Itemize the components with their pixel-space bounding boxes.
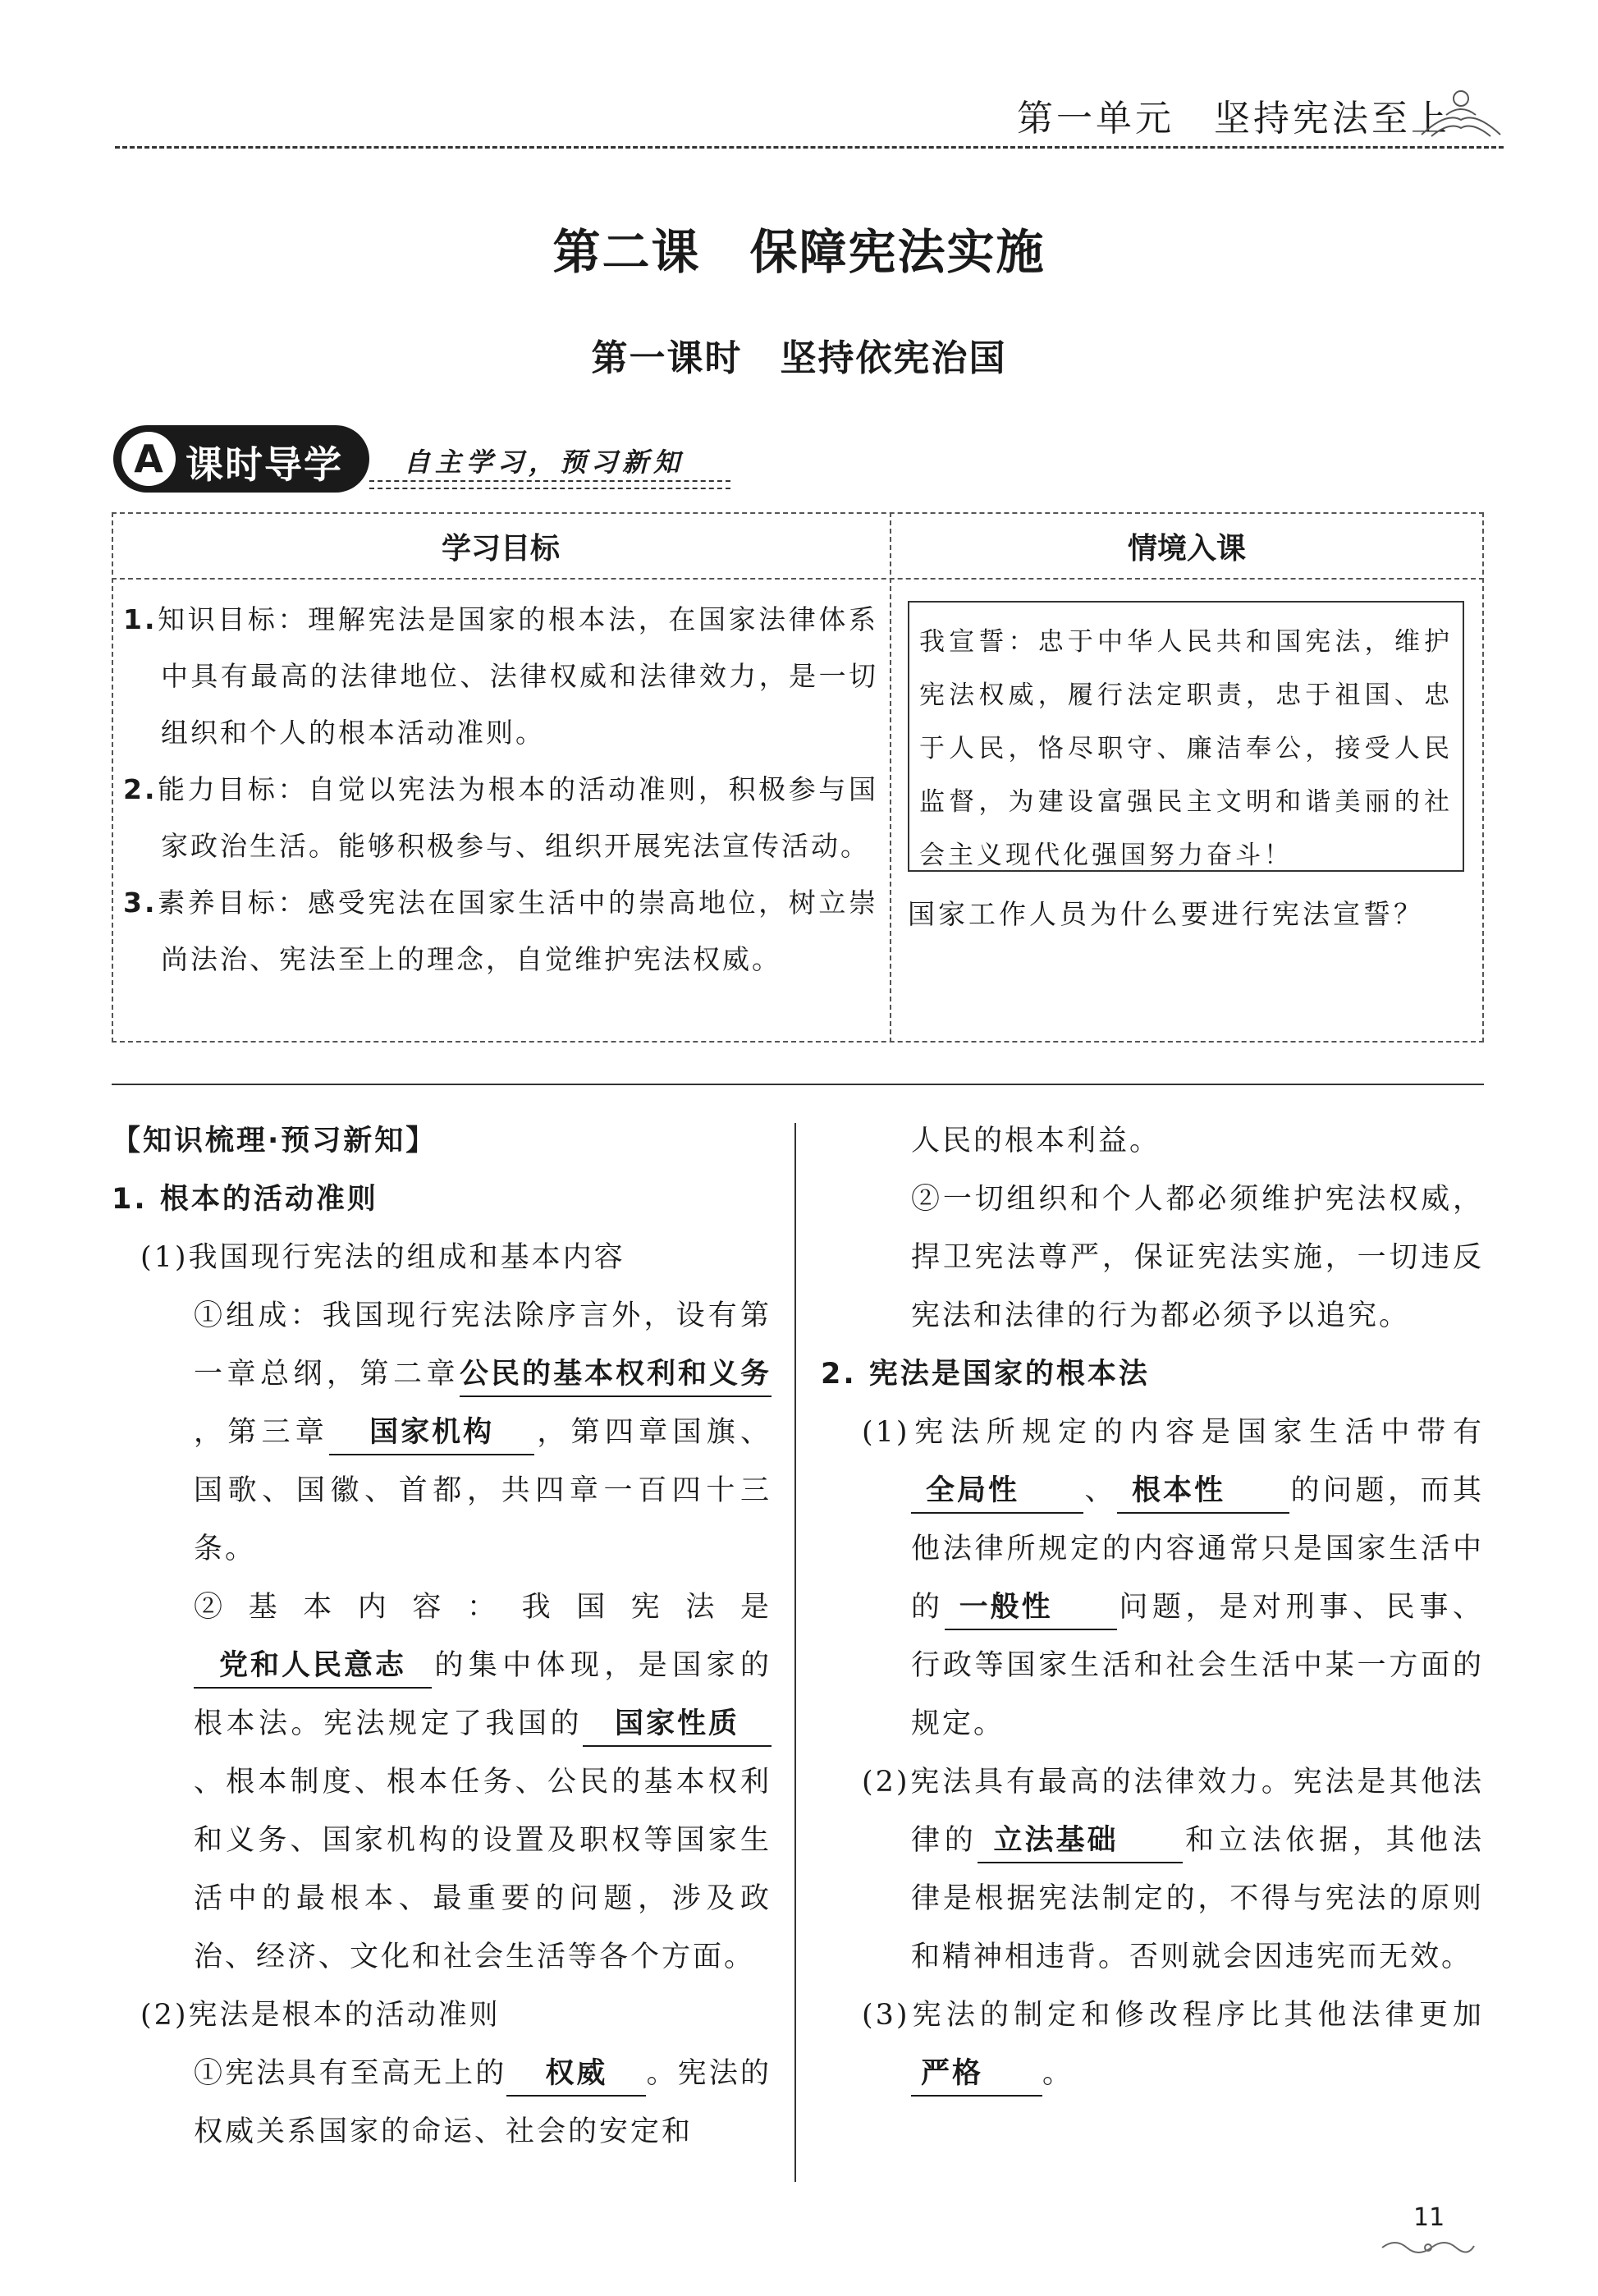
fill-blank: 国家机构 bbox=[329, 1411, 534, 1455]
heading-2: 2. 宪法是国家的根本法 bbox=[821, 1358, 1150, 1391]
fill-blank: 一般性 bbox=[945, 1586, 1117, 1630]
text-segment: ①宪法具有至高无上的 bbox=[194, 2057, 507, 2090]
badge-rule bbox=[369, 480, 730, 482]
goal-number: 3. bbox=[123, 887, 158, 919]
fill-blank: 党和人民意志 bbox=[194, 1644, 432, 1689]
fill-blank: 国家性质 bbox=[583, 1703, 772, 1747]
unit-title: 坚持宪法至上 bbox=[1214, 98, 1450, 140]
text-segment: ①组成：我国现行宪法除序言外，设有第一章总纲，第二章 bbox=[194, 1299, 772, 1391]
section-rule bbox=[112, 1084, 1484, 1085]
table-header-context: 情境入课 bbox=[1127, 532, 1246, 566]
badge-label: 课时导学 bbox=[185, 442, 343, 487]
subheading-2: (2)宪法是根本的活动准则 bbox=[140, 1999, 501, 2032]
oath-box: 我宣誓：忠于中华人民共和国宪法，维护宪法权威，履行法定职责，忠于祖国、忠于人民，恪尽职守、廉洁奉公，接受人民监督，为建设富强民主文明和谐美丽的社会主义现代化强国努力奋斗！ bbox=[908, 601, 1464, 872]
text-segment: ，第四章国旗、国歌、国徽、首都，共四章一百四十三条。 bbox=[194, 1416, 772, 1565]
paragraph-legal-effect bbox=[821, 1753, 1484, 1987]
text-segment: (1)宪法所规定的内容是国家生活中带有 bbox=[862, 1416, 1484, 1449]
fill-blank: 严格 bbox=[911, 2052, 1042, 2097]
learning-goals bbox=[123, 591, 878, 988]
goal-text: 知识目标：理解宪法是国家的根本法，在国家法律体系中具有最高的法律地位、法律权威和法律效力，是一切组织和个人的根本活动准则。 bbox=[157, 603, 878, 749]
right-column bbox=[821, 1112, 1484, 2103]
paragraph-content-scope bbox=[821, 1404, 1484, 1753]
header-rule bbox=[115, 146, 1504, 149]
text-segment: 的集中体现，是国家的根本法。宪法规定了我国的 bbox=[194, 1649, 772, 1740]
footer-flourish-ornament-icon bbox=[1379, 2234, 1477, 2259]
knowledge-section-label: 【知识梳理·预习新知】 bbox=[112, 1125, 437, 1157]
goal-text: 素养目标：感受宪法在国家生活中的崇高地位，树立崇尚法治、宪法至上的理念，自觉维护宪法权威。 bbox=[157, 887, 878, 975]
goal-item bbox=[123, 591, 878, 761]
text-segment: 。 bbox=[1042, 2057, 1074, 2090]
text-segment: (3)宪法的制定和修改程序比其他法律更加 bbox=[862, 1999, 1484, 2032]
text-segment: 。宪法的权威关系国家的命运、社会的安定和 bbox=[194, 2057, 772, 2148]
unit-label: 第一单元 bbox=[1017, 98, 1174, 140]
running-header bbox=[1017, 89, 1450, 141]
text-segment: ②基本内容：我国宪法是 bbox=[194, 1591, 772, 1624]
fill-blank: 公民的基本权利和义务 bbox=[460, 1353, 772, 1397]
goal-item bbox=[123, 761, 878, 874]
text-segment: 、根本制度、根本任务、公民的基本权利和义务、国家机构的设置及职权等国家生活中的最根本、最重要的问题，涉及政治、经济、文化和社会生活等各个方面。 bbox=[194, 1766, 772, 1973]
paragraph-procedure bbox=[821, 1987, 1484, 2103]
goal-item bbox=[123, 874, 878, 988]
heading-1: 1. 根本的活动准则 bbox=[112, 1183, 378, 1216]
oath-question: 国家工作人员为什么要进行宪法宣誓？ bbox=[908, 898, 1424, 930]
fill-blank: 全局性 bbox=[911, 1469, 1083, 1514]
goal-number: 2. bbox=[123, 773, 158, 805]
text-segment: 、 bbox=[1083, 1474, 1117, 1507]
fill-blank: 立法基础 bbox=[978, 1819, 1183, 1863]
text-segment: (2)宪法具有最高的法律效力。宪法是其他法律的 bbox=[862, 1766, 1484, 1857]
text-segment: 和立法依据，其他法律是根据宪法制定的，不得与宪法的原则和精神相违背。否则就会因违宪而无效。 bbox=[911, 1824, 1484, 1973]
column-rule bbox=[794, 1123, 796, 2182]
table-column-divider bbox=[890, 512, 891, 1043]
period-title: 第一课时 坚持依宪治国 bbox=[591, 337, 1007, 379]
paragraph-content bbox=[112, 1579, 772, 1987]
text-segment: 的问题，而其他法律所规定的内容通常只是国家生活中的 bbox=[911, 1474, 1484, 1624]
subheading-1: (1)我国现行宪法的组成和基本内容 bbox=[140, 1241, 625, 1274]
table-header-goals: 学习目标 bbox=[441, 532, 560, 566]
goal-text: 能力目标：自觉以宪法为根本的活动准则，积极参与国家政治生活。能够积极参与、组织开展宪法宣传活动。 bbox=[157, 773, 878, 862]
badge-rule bbox=[369, 488, 730, 489]
badge-subtitle: 自主学习，预习新知 bbox=[404, 447, 685, 478]
table-header-rule bbox=[112, 578, 1484, 580]
text-segment: 问题，是对刑事、民事、行政等国家生活和社会生活中某一方面的规定。 bbox=[911, 1591, 1484, 1740]
header-flower-ornament-icon bbox=[1413, 87, 1504, 140]
paragraph-authority bbox=[112, 2045, 772, 2161]
page-number: 11 bbox=[1413, 2203, 1445, 2232]
left-column bbox=[112, 1112, 772, 2161]
lesson-title: 第二课 保障宪法实施 bbox=[552, 224, 1046, 280]
paragraph-continuation: 人民的根本利益。 bbox=[911, 1125, 1161, 1157]
badge-letter: A bbox=[134, 437, 163, 481]
paragraph-maintain-authority: ②一切组织和个人都必须维护宪法权威，捍卫宪法尊严，保证宪法实施，一切违反宪法和法律的行为都必须予以追究。 bbox=[911, 1183, 1484, 1332]
text-segment: ，第三章 bbox=[194, 1416, 330, 1449]
paragraph-composition bbox=[112, 1287, 772, 1579]
goal-number: 1. bbox=[123, 603, 158, 635]
fill-blank: 根本性 bbox=[1117, 1469, 1289, 1514]
fill-blank: 权威 bbox=[506, 2052, 646, 2097]
